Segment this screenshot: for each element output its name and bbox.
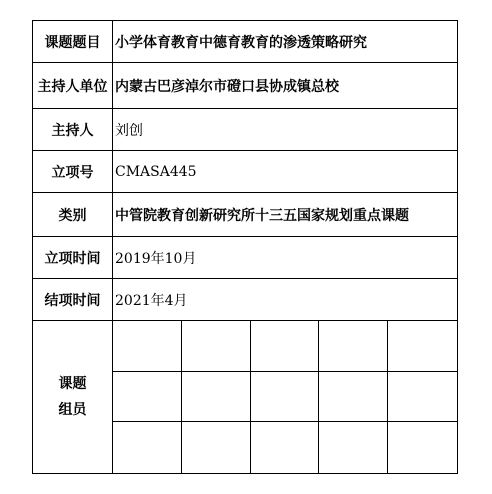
members-grid [113, 321, 457, 473]
end-date-label: 结项时间 [33, 279, 113, 320]
member-cell [182, 372, 251, 423]
start-date-label: 立项时间 [33, 237, 113, 278]
host-label: 主持人 [33, 109, 113, 150]
member-cell [319, 422, 388, 473]
member-cell [113, 422, 182, 473]
row-category [33, 193, 457, 237]
end-date-value: 2021年4月 [115, 292, 188, 309]
member-cell [319, 321, 388, 372]
row-end-date [33, 279, 457, 321]
members-label-line2: 组员 [58, 402, 87, 418]
row-project-title [33, 21, 457, 63]
project-number-label: 立项号 [33, 151, 113, 192]
member-cell [113, 372, 182, 423]
row-start-date [33, 237, 457, 279]
row-host-unit [33, 63, 457, 109]
category-value: 中管院教育创新研究所十三五国家规划重点课题 [115, 207, 409, 224]
project-info-table [32, 20, 458, 474]
member-cell [251, 321, 320, 372]
member-cell [182, 422, 251, 473]
member-cell [182, 321, 251, 372]
member-cell [113, 321, 182, 372]
host-unit-label: 主持人单位 [33, 63, 113, 108]
start-date-value: 2019年10月 [115, 250, 197, 267]
row-host [33, 109, 457, 151]
member-cell [388, 422, 457, 473]
host-value: 刘创 [115, 122, 143, 139]
member-cell [388, 321, 457, 372]
member-cell [251, 422, 320, 473]
members-label-line1: 课题 [58, 376, 87, 392]
host-unit-value: 内蒙古巴彦淖尔市磴口县协成镇总校 [115, 78, 339, 95]
category-label: 类别 [33, 193, 113, 236]
members-label [33, 321, 113, 473]
project-title-value: 小学体育教育中德育教育的渗透策略研究 [115, 34, 367, 51]
project-title-label: 课题题目 [33, 21, 113, 62]
row-project-number [33, 151, 457, 193]
member-cell [319, 372, 388, 423]
member-cell [388, 372, 457, 423]
member-cell [251, 372, 320, 423]
members-section [33, 321, 457, 473]
project-number-value: CMASA445 [115, 163, 197, 180]
